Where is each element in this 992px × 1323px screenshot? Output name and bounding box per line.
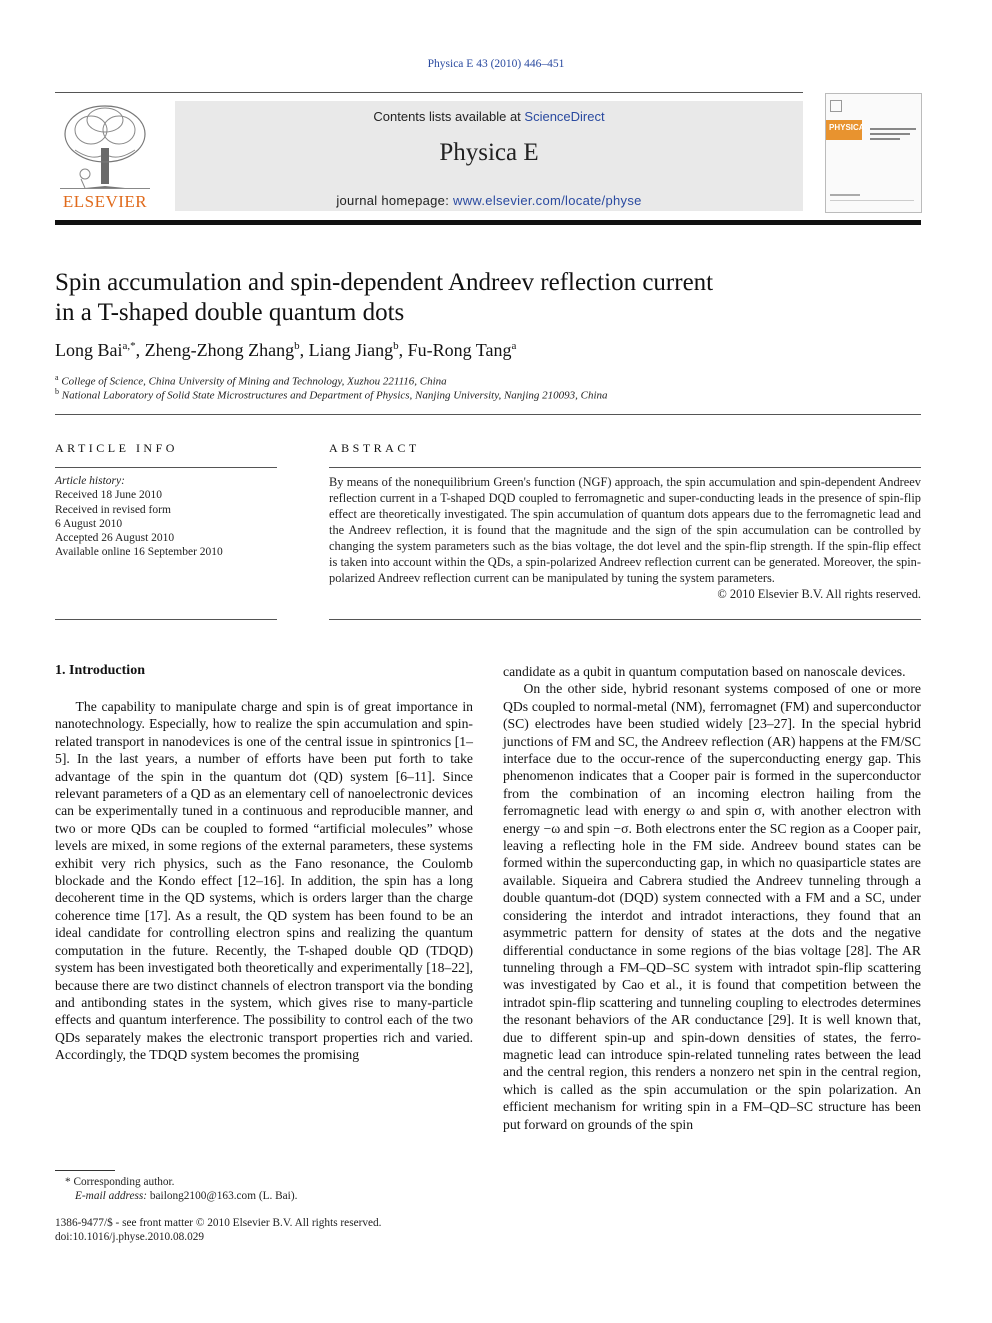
- abstract-rule: [329, 467, 921, 468]
- affiliation-mark: b: [55, 387, 59, 396]
- email-note: [55, 1189, 473, 1203]
- homepage-line: [175, 193, 803, 208]
- contents-line: [175, 109, 803, 124]
- journal-reference[interactable]: Physica E 43 (2010) 446–451: [427, 58, 565, 70]
- header-thick-rule: [55, 220, 921, 225]
- homepage-prefix: journal homepage:: [336, 193, 454, 208]
- cover-footer-line: [830, 194, 860, 196]
- bottom-note: [55, 1216, 473, 1244]
- affiliation-text: National Laboratory of Solid State Microstructures and Department of Physics, Nanjing University, Nanjing 210093, China: [61, 389, 608, 402]
- history-entry: Received in revised form: [55, 503, 171, 516]
- affiliation-a: [55, 373, 921, 388]
- footnote: [55, 1175, 473, 1203]
- history-entry: Accepted 26 August 2010: [55, 532, 175, 545]
- intro-paragraph: On the other side, hybrid resonant systems composed of one or more QDs coupled to normal-metal (NM), ferromagnet (FM) and superconductor (SC) electrodes have been studied widely [23–27]. In the special hybrid junctions of FM and SC, the Andreev reflection (AR) happens at the FM/SC interface due to the occur-rence of the superconducting energy gap. This phenomenon indicates that a Cooper pair is formed in the superconductor from the combination of an incoming electron hailing from the ferromagnetic lead with energy ω and spin σ, with another electron with energy −ω and spin −σ. Both electrons enter the SC region as a Cooper pair, leaving a reflecting hole in the FM side. Andreev bound states can be formed within the superconducting gap, in which no quasiparticle states are available. Siqueira and Cabrera studied the Andreev tunneling through a double quantum-dot (DQD) system connected with a FM and a SC, under considering the interdot and intradot interactions, they found that an asymmetric pattern for density of states at the dots and the negative differential conductance in some regions of the bias voltage [28]. The AR tunneling through a FM–QD–SC system with intradot spin-flip scattering was investigated by Cao et al., it is found that competition between the intradot spin-flip scattering and tunneling coupling to electrodes determines the resonant behaviors of the AR conductance [29]. It is well known that, due to different spin-up and spin-down densities of states, the ferro-magnetic lead can introduce spin-related tunneling rates between the lead and the central region, this renders a nonzero net spin in the central region, which is called as the spin accumulation or the spin polarization. An efficient mechanism for writing spin in a FM–QD–SC structure has been put forward on grounds of the spin: [503, 681, 921, 1132]
- cover-text-line: [870, 138, 900, 140]
- intro-paragraph-continuation: candidate as a qubit in quantum computation based on nanoscale devices.: [503, 664, 906, 679]
- section-heading: 1. Introduction: [55, 663, 145, 678]
- homepage-link[interactable]: www.elsevier.com/locate/physe: [453, 193, 642, 208]
- author-affiliation-mark[interactable]: a: [511, 340, 517, 352]
- elsevier-logo: [55, 100, 155, 212]
- sciencedirect-link[interactable]: ScienceDirect: [524, 109, 605, 124]
- author-affiliation-mark[interactable]: b: [393, 340, 399, 352]
- publisher-name: ELSEVIER: [62, 192, 148, 211]
- cover-logo-icon: [830, 100, 842, 112]
- article-title: [55, 268, 855, 328]
- title-line-2: in a T-shaped double quantum dots: [55, 299, 405, 326]
- affiliation-b: [55, 387, 921, 402]
- abstract-copyright: © 2010 Elsevier B.V. All rights reserved.: [717, 587, 921, 601]
- abstract-heading: ABSTRACT: [329, 441, 420, 455]
- author-affiliation-mark[interactable]: b: [294, 340, 300, 352]
- abstract-bottom-rule: [329, 619, 921, 620]
- history-entry: 6 August 2010: [55, 517, 123, 530]
- author-affiliation-mark[interactable]: a,*: [122, 340, 136, 352]
- author-name[interactable]: Long Bai: [55, 340, 123, 360]
- cover-title: PHYSICA: [829, 123, 865, 132]
- author-name[interactable]: Liang Jiang: [308, 340, 394, 360]
- history-entry: Available online 16 September 2010: [55, 546, 223, 559]
- history-label: Article history:: [55, 475, 125, 487]
- abstract-body: [329, 474, 921, 602]
- article-info-rule: [55, 467, 277, 468]
- intro-paragraph: The capability to manipulate charge and spin is of great importance in nanotechnology. Especially, how to realize the spin accumulation and spin-related transport in nanodevices is one of the central issue in spintronics [1–5]. In the last years, a number of efforts have been put forth to take advantage of the spin in the quantum dot (QD) system [6–11]. Since relevant parameters of a QD as an elementary cell of nanoelectronic devices can be experimentally tuned in a continuous and reproducible manner, and two or more QDs can be coupled to formed “artificial molecules” whose levels are mixed, in some regions of the external parameters, these systems exhibit very rich physics, such as the Fano resonance, the Coulomb blockade and the Kondo effect [12–16]. In addition, the spin has a long decoherent time in the QD systems, which is orders larger than the charge coherence time [17]. As a result, the QD system has been found to be an ideal candidate for controlling electron spins and realizing the quantum computation in the future. Recently, the T-shaped double QD (TDQD) system has been investigated both theoretically and experimentally [18–22], because there are two distinct channels of electron transport via the bonding and antibonding states in the system, which gives rise to many-particle effects and quantum interference. The possibility to control each of the two QDs separately makes the electronic transport properties rich and varied. Accordingly, the TDQD system becomes the promising: [55, 699, 473, 1063]
- affiliation-text: College of Science, China University of Mining and Technology, Xuzhou 221116, China: [61, 375, 447, 388]
- article-info-bottom-rule: [55, 619, 277, 620]
- journal-name: Physica E: [439, 139, 539, 166]
- right-column: [503, 663, 921, 1133]
- cover-text-line: [870, 133, 910, 135]
- title-line-1: Spin accumulation and spin-dependent Andreev reflection current: [55, 269, 714, 296]
- cover-text-line: [870, 128, 916, 130]
- article-info-heading: ARTICLE INFO: [55, 441, 178, 455]
- abstract-text: By means of the nonequilibrium Green's function (NGF) approach, the spin accumulation and spin-dependent Andreev reflection current in a T-shaped DQD coupled to ferromagnetic and super-conducting leads in the presence of spin-flip effect are theoretically investigated. The spin accumulation of quantum dots appears due to the ferromagnetic lead and the Andreev reflection, it is found that the magnitude and the sign of the spin accumulation can be controlled by changing the system parameters such as the bias voltage, the dot level and the spin-flip strength. If the spin-flip effect is taken into account within the QDs, a spin-polarized Andreev reflection current can be generated. Moreover, the spin-polarized Andreev reflection current can be manipulated by tuning the system parameters.: [329, 475, 921, 585]
- history-entry: Received 18 June 2010: [55, 489, 162, 502]
- author-name[interactable]: Zheng-Zhong Zhang: [144, 340, 295, 360]
- cover-footer-line: [830, 200, 914, 201]
- header-top-rule: [55, 92, 803, 93]
- doi-line[interactable]: doi:10.1016/j.physe.2010.08.029: [55, 1231, 205, 1243]
- journal-cover-thumbnail[interactable]: [825, 93, 922, 213]
- journal-banner: [175, 101, 803, 211]
- footnote-rule: [55, 1170, 115, 1171]
- author-name[interactable]: Fu-Rong Tang: [407, 340, 512, 360]
- corresponding-author-note: * Corresponding author.: [65, 1176, 175, 1188]
- author-list: Long Bai$^{a,*}$, Zheng-Zhong Zhang$^b$, Liang Jiang$^b$, Fu-Rong Tang$^a$: [55, 340, 517, 360]
- email-address[interactable]: bailong2100@163.com (L. Bai).: [149, 1190, 298, 1202]
- left-column: [55, 698, 473, 1064]
- issn-line: 1386-9477/$ - see front matter © 2010 Elsevier B.V. All rights reserved.: [55, 1217, 382, 1229]
- article-history: [55, 474, 277, 560]
- affiliation-mark: a: [55, 373, 59, 382]
- affiliation-divider: [55, 414, 921, 415]
- contents-prefix: Contents lists available at: [373, 109, 525, 124]
- email-label: E-mail address:: [75, 1190, 150, 1202]
